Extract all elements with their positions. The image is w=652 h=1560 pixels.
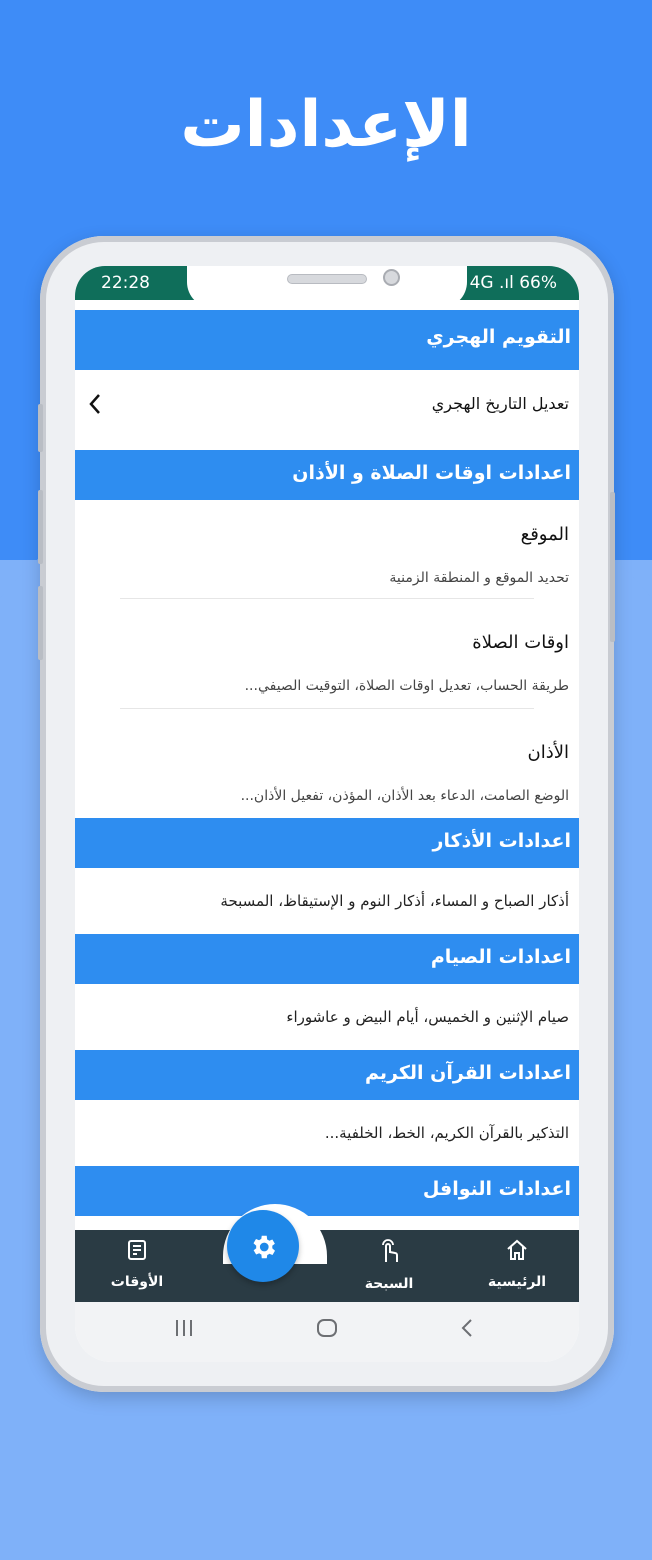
fasting-row[interactable] <box>75 988 579 1050</box>
adhan-title: الأذان <box>527 742 569 763</box>
tap-hand-icon <box>339 1238 439 1270</box>
section-header-label: اعدادات النوافل <box>422 1178 571 1200</box>
phone-notch <box>187 266 467 308</box>
home-button-icon[interactable] <box>315 1316 339 1346</box>
list-icon <box>87 1238 187 1268</box>
azkar-row[interactable] <box>75 872 579 934</box>
bixby-button <box>38 586 43 660</box>
prayer-times-row[interactable] <box>75 622 579 712</box>
azkar-text: أذكار الصباح و المساء، أذكار النوم و الإستيقاظ، المسبحة <box>220 892 569 910</box>
nav-home[interactable] <box>467 1238 567 1290</box>
settings-fab[interactable] <box>227 1210 299 1282</box>
section-header-label: اعدادات الصيام <box>430 946 571 968</box>
section-header-label: اعدادات اوقات الصلاة و الأذان <box>292 462 571 484</box>
back-icon[interactable] <box>457 1316 479 1346</box>
phone-screen <box>75 266 579 1362</box>
page-headline: الإعدادات <box>180 88 472 162</box>
gear-icon <box>248 1228 278 1263</box>
status-indicators: 4G .ıl 66% <box>469 273 557 293</box>
location-row[interactable] <box>75 510 579 600</box>
section-header-azkar <box>75 818 579 868</box>
section-header-label: التقويم الهجري <box>426 326 571 348</box>
section-header-label: اعدادات القرآن الكريم <box>365 1062 571 1084</box>
adhan-subtitle: الوضع الصامت، الدعاء بعد الأذان، المؤذن، تفعيل الأذان... <box>240 788 569 804</box>
quran-text: التذكير بالقرآن الكريم، الخط، الخلفية... <box>324 1124 569 1142</box>
volume-down-button <box>38 490 43 564</box>
speaker-grille <box>287 274 367 284</box>
home-icon <box>467 1238 567 1268</box>
nav-home-label: الرئيسية <box>487 1274 547 1290</box>
quran-row[interactable] <box>75 1104 579 1166</box>
chevron-left-icon[interactable] <box>87 392 103 422</box>
prayer-times-subtitle: طريقة الحساب، تعديل اوقات الصلاة، التوقيت الصيفي... <box>244 678 569 694</box>
location-subtitle: تحديد الموقع و المنطقة الزمنية <box>389 570 569 586</box>
power-button <box>610 492 615 642</box>
nav-times[interactable] <box>87 1238 187 1290</box>
section-header-hijri <box>75 310 579 370</box>
front-camera <box>383 269 400 286</box>
section-header-prayer <box>75 450 579 500</box>
section-header-fasting <box>75 934 579 984</box>
hijri-adjust-row[interactable] <box>75 376 579 436</box>
nav-times-label: الأوقات <box>110 1274 164 1290</box>
nav-tasbih-label: السبحة <box>364 1276 414 1292</box>
nav-tasbih[interactable] <box>339 1238 439 1292</box>
fasting-text: صيام الإثنين و الخميس، أيام البيض و عاشوراء <box>286 1008 569 1026</box>
volume-up-button <box>38 404 43 452</box>
hijri-adjust-label: تعديل التاريخ الهجري <box>431 394 569 413</box>
section-header-label: اعدادات الأذكار <box>432 830 571 852</box>
section-header-quran <box>75 1050 579 1100</box>
section-header-nawafil <box>75 1166 579 1216</box>
status-time: 22:28 <box>101 273 150 293</box>
adhan-row[interactable] <box>75 732 579 818</box>
divider <box>120 708 534 709</box>
system-navigation-bar <box>75 1302 579 1362</box>
recent-apps-icon[interactable] <box>173 1316 195 1346</box>
bottom-navigation <box>75 1230 579 1302</box>
location-title: الموقع <box>520 524 569 545</box>
divider <box>120 598 534 599</box>
prayer-times-title: اوقات الصلاة <box>472 632 569 653</box>
